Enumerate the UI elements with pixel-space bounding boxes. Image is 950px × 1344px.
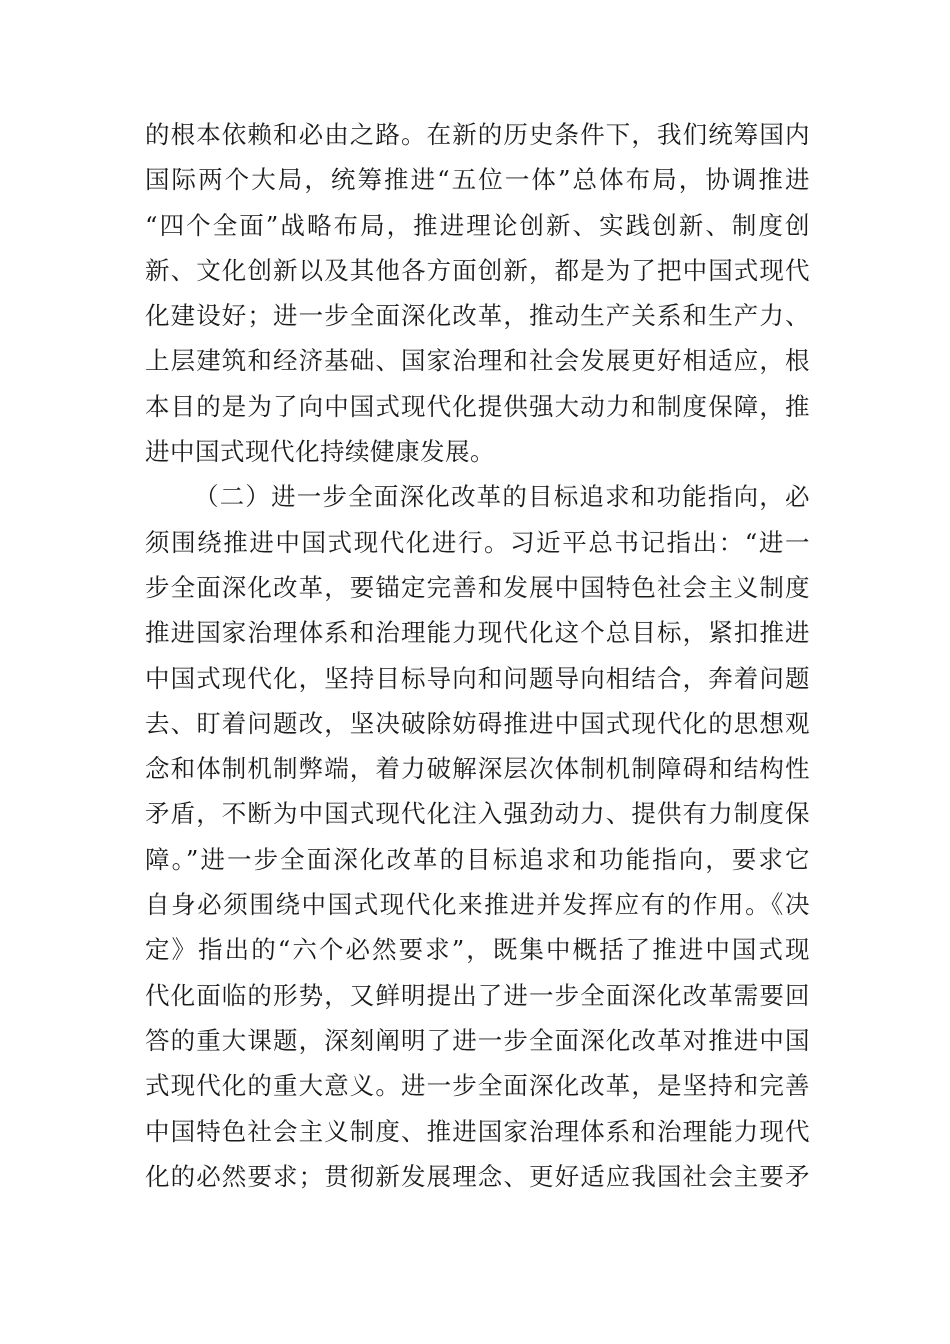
paragraph-line: 念和体制机制弊端，着力破解深层次体制机制障碍和结构性 [145, 754, 810, 784]
paragraph-line: 上层建筑和经济基础、国家治理和社会发展更好相适应，根 [145, 346, 810, 376]
paragraph-line: 步全面深化改革，要锚定完善和发展中国特色社会主义制度 [145, 572, 810, 602]
paragraph-line: 化的必然要求；贯彻新发展理念、更好适应我国社会主要矛 [145, 1161, 810, 1191]
paragraph-line: 自身必须围绕中国式现代化来推进并发挥应有的作用。《决 [145, 890, 810, 920]
paragraph-line: 定》指出的“六个必然要求”，既集中概括了推进中国式现 [145, 935, 810, 965]
paragraph-2 [145, 474, 810, 1199]
paragraph-line: 化建设好；进一步全面深化改革，推动生产关系和生产力、 [145, 301, 810, 331]
paragraph-line: “四个全面”战略布局，推进理论创新、实践创新、制度创 [145, 210, 810, 240]
paragraph-line: 障。”进一步全面深化改革的目标追求和功能指向，要求它 [145, 844, 810, 874]
paragraph-line: 式现代化的重大意义。进一步全面深化改革，是坚持和完善 [145, 1071, 810, 1101]
paragraph-line: 矛盾，不断为中国式现代化注入强劲动力、提供有力制度保 [145, 799, 810, 829]
paragraph-line: 国际两个大局，统筹推进“五位一体”总体布局，协调推进 [145, 165, 810, 195]
paragraph-line: 须围绕推进中国式现代化进行。习近平总书记指出：“进一 [145, 527, 810, 557]
paragraph-line: 推进国家治理体系和治理能力现代化这个总目标，紧扣推进 [145, 618, 810, 648]
paragraph-line: 去、盯着问题改，坚决破除妨碍推进中国式现代化的思想观 [145, 708, 810, 738]
paragraph-line: 中国特色社会主义制度、推进国家治理体系和治理能力现代 [145, 1116, 810, 1146]
paragraph-line: 答的重大课题，深刻阐明了进一步全面深化改革对推进中国 [145, 1025, 810, 1055]
paragraph-line: 中国式现代化，坚持目标导向和问题导向相结合，奔着问题 [145, 663, 810, 693]
paragraph-line: 的根本依赖和必由之路。在新的历史条件下，我们统筹国内 [145, 120, 810, 149]
paragraph-line: 代化面临的形势，又鲜明提出了进一步全面深化改革需要回 [145, 980, 810, 1010]
paragraph-line: 本目的是为了向中国式现代化提供强大动力和制度保障，推 [145, 391, 810, 421]
paragraph-line: 进中国式现代化持续健康发展。 [145, 437, 495, 467]
paragraph-line: 新、文化创新以及其他各方面创新，都是为了把中国式现代 [145, 255, 810, 285]
paragraph-1 [145, 112, 810, 474]
document-body [145, 112, 810, 1199]
paragraph-line: （二）进一步全面深化改革的目标追求和功能指向，必 [194, 482, 810, 512]
